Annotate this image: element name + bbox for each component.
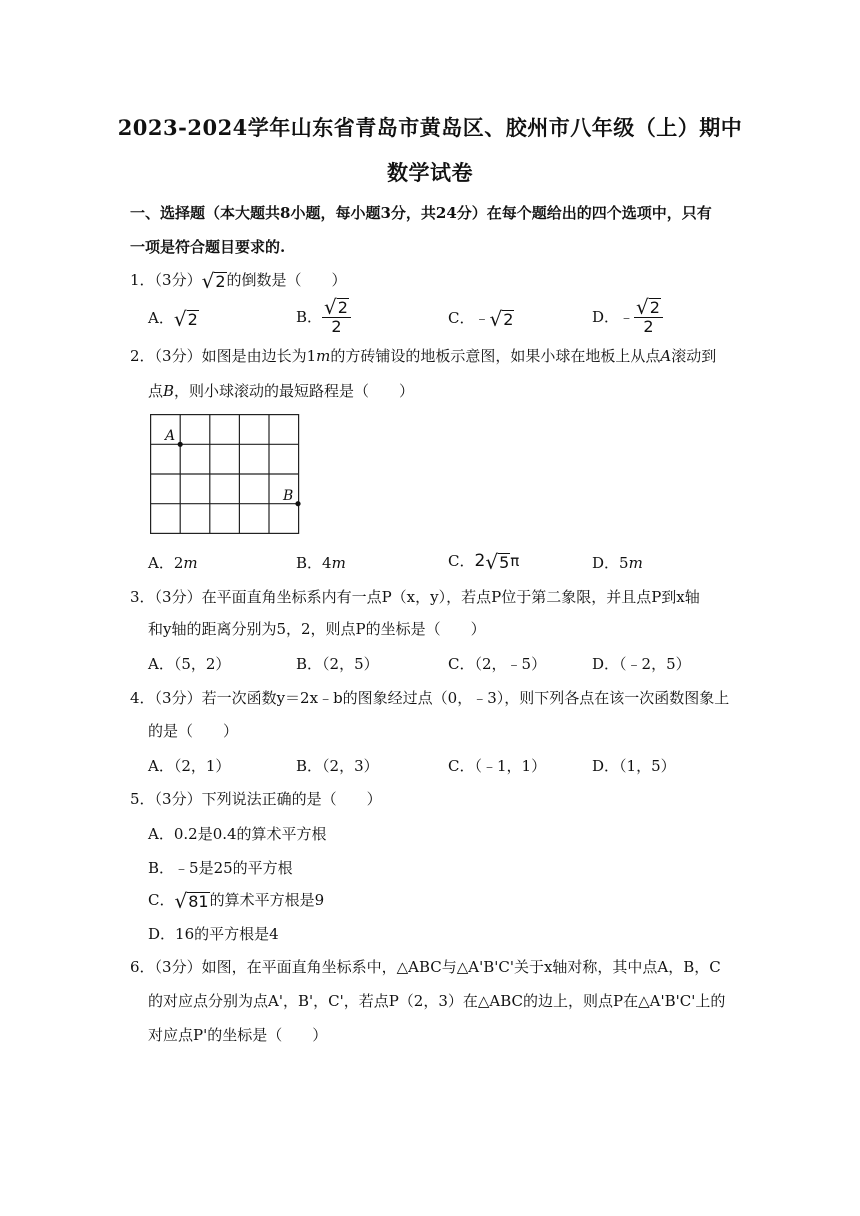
question-3-stem-cont: 和y轴的距离分别为5，2，则点P的坐标是（ ） — [148, 620, 486, 638]
question-5-option-c[interactable]: C． √ 81 的算术平方根是9 — [148, 889, 325, 913]
question-3-option-b[interactable]: B．（2，5） — [296, 655, 379, 673]
point-a-label: A — [165, 428, 176, 444]
question-6-stem-cont2: 对应点P'的坐标是（ ） — [148, 1026, 328, 1044]
tile-floor-grid — [150, 414, 310, 538]
question-4-stem-cont: 的是（ ） — [148, 722, 239, 740]
question-6-stem-cont1: 的对应点分别为点A'，B'，C'，若点P（2，3）在△ABC的边上，则点P在△A'B'C'上的 — [148, 992, 726, 1010]
sqrt-symbol: √ 2 — [201, 269, 226, 293]
question-4-option-c[interactable]: C．（﹣1，1） — [448, 757, 547, 775]
exam-title-line1: 2023-2024学年山东省青岛市黄岛区、胶州市八年级（上）期中 — [117, 115, 743, 140]
question-3-option-a[interactable]: A．（5，2） — [148, 655, 231, 673]
question-1-option-d[interactable]: D．﹣ √ 2 2 — [592, 297, 663, 336]
point-b-label: B — [283, 488, 294, 504]
exam-title-line2: 数学试卷 — [387, 160, 473, 185]
question-3-stem: 3．（3分）在平面直角坐标系内有一点P（x，y），若点P位于第二象限，并且点P到x轴 — [130, 588, 700, 606]
question-3-option-d[interactable]: D．（﹣2，5） — [592, 655, 691, 673]
question-1-option-c[interactable]: C．﹣ √ 2 — [448, 307, 514, 331]
point-b-dot — [295, 501, 300, 506]
question-4-option-b[interactable]: B．（2，3） — [296, 757, 379, 775]
point-a-dot — [178, 442, 183, 447]
question-2-option-d[interactable]: D．5m — [592, 554, 643, 572]
question-5-option-a[interactable]: A．0.2是0.4的算术平方根 — [148, 825, 327, 843]
section-heading-cont: 一项是符合题目要求的. — [130, 238, 286, 256]
question-1-option-b[interactable]: B． √ 2 2 — [296, 297, 351, 336]
question-2-option-a[interactable]: A．2m — [148, 554, 198, 572]
question-2-option-b[interactable]: B．4m — [296, 554, 346, 572]
question-5-option-b[interactable]: B．﹣5是25的平方根 — [148, 859, 293, 877]
question-4-option-a[interactable]: A．（2，1） — [148, 757, 231, 775]
question-2-option-c[interactable]: C．2 √ 5 π — [448, 550, 520, 574]
question-4-stem: 4．（3分）若一次函数y＝2x﹣b的图象经过点（0，﹣3），则下列各点在该一次函数图象上 — [130, 689, 730, 707]
section-heading: 一、选择题（本大题共8小题，每小题3分，共24分）在每个题给出的四个选项中，只有 — [130, 204, 712, 222]
question-5-stem: 5．（3分）下列说法正确的是（ ） — [130, 790, 382, 808]
question-3-option-c[interactable]: C．（2，﹣5） — [448, 655, 547, 673]
question-1-option-a[interactable]: A． √ 2 — [148, 307, 198, 331]
question-2-stem: 2．（3分）如图是由边长为1m的方砖铺设的地板示意图，如果小球在地板上从点A滚动到 — [130, 347, 717, 365]
question-2-stem-cont: 点B，则小球滚动的最短路程是（ ） — [148, 382, 415, 400]
question-5-option-d[interactable]: D．16的平方根是4 — [148, 925, 279, 943]
question-6-stem: 6．（3分）如图，在平面直角坐标系中，△ABC与△A'B'C'关于x轴对称，其中点A，B，C — [130, 958, 721, 976]
question-4-option-d[interactable]: D．（1，5） — [592, 757, 676, 775]
question-1-stem: 1．（3分） √ 2 的倒数是（ ） — [130, 269, 347, 293]
